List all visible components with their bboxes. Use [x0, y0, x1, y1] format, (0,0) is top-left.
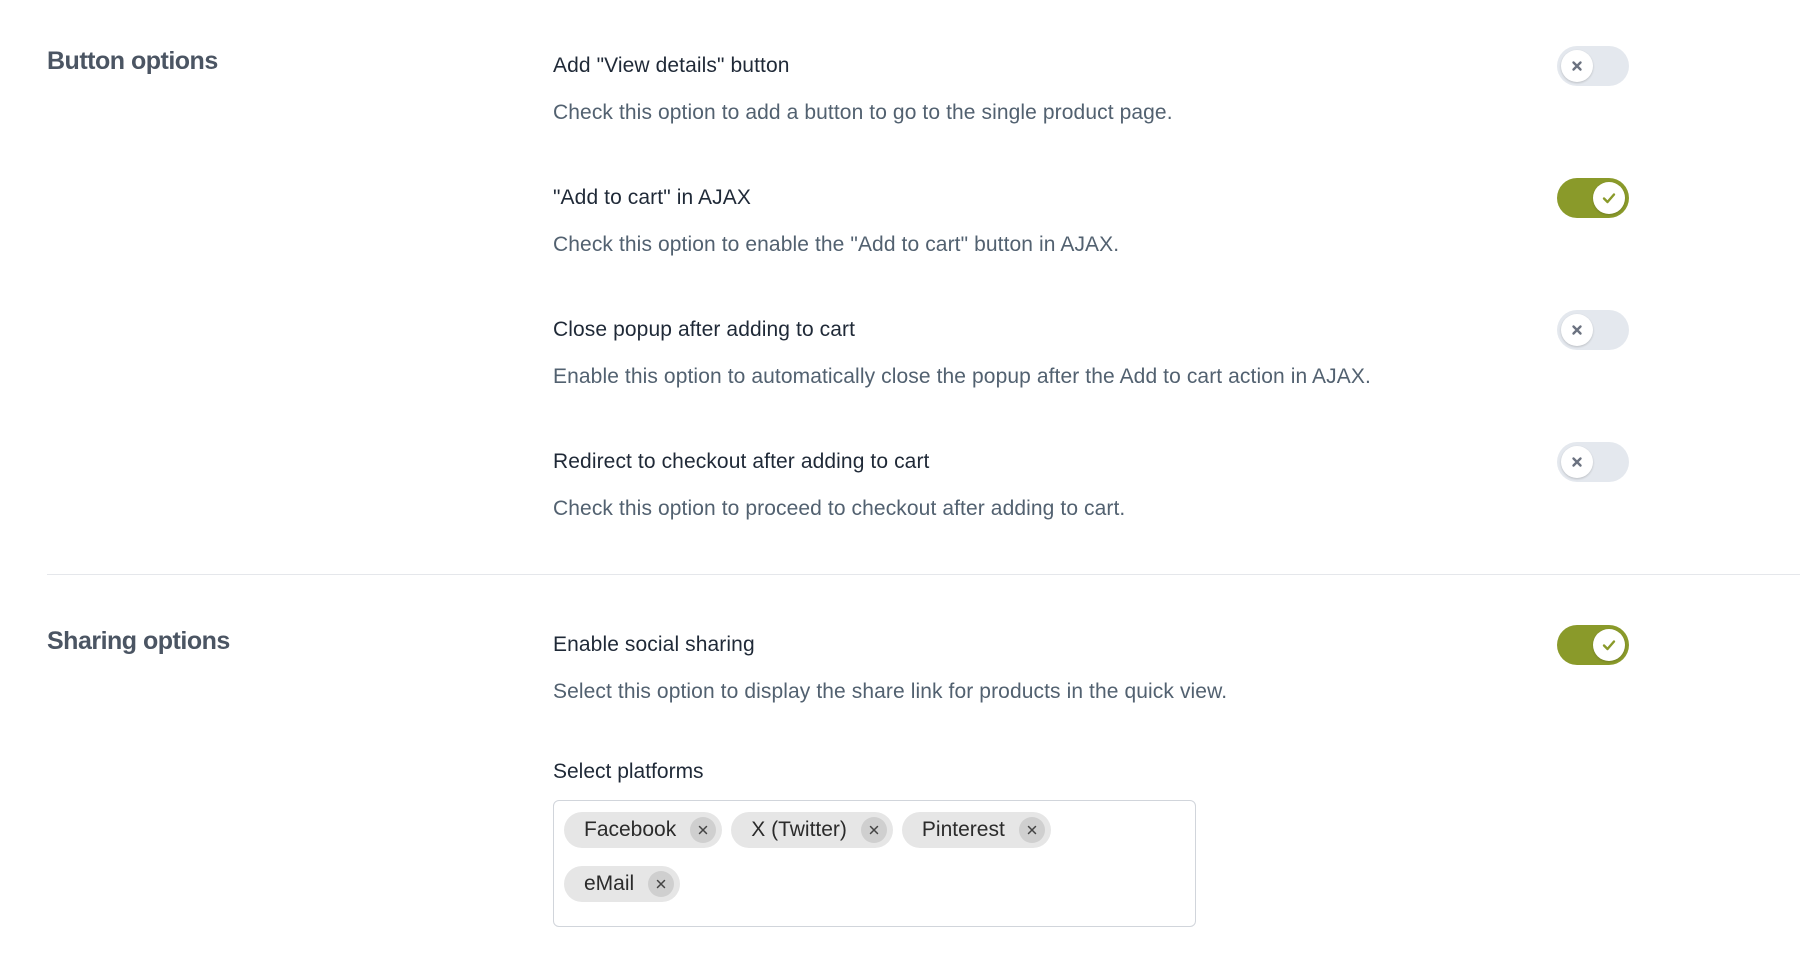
close-icon [1026, 824, 1038, 836]
select-platforms-label: Select platforms [553, 760, 704, 783]
platform-tag-x-twitter [731, 812, 893, 848]
option-view-details [553, 53, 1633, 126]
option-description: Enable this option to automatically close the popup after the Add to cart action in AJAX. [553, 365, 1371, 388]
option-label: Enable social sharing [553, 633, 755, 656]
option-description: Select this option to display the share link for products in the quick view. [553, 680, 1228, 703]
toggle-ajax-add-to-cart[interactable] [1557, 178, 1629, 218]
section-divider [47, 574, 1800, 575]
option-label: "Add to cart" in AJAX [553, 186, 751, 209]
platforms-multiselect[interactable] [553, 800, 1196, 927]
toggle-close-popup[interactable] [1557, 310, 1629, 350]
check-icon [1601, 190, 1617, 206]
section-title-button-options: Button options [47, 47, 218, 75]
x-icon [1569, 58, 1585, 74]
close-icon[interactable] [1019, 817, 1045, 843]
platform-tag-facebook [564, 812, 722, 848]
option-label: Close popup after adding to cart [553, 318, 856, 341]
toggle-knob [1593, 629, 1625, 661]
section-title-sharing-options: Sharing options [47, 627, 230, 655]
tag-label: Pinterest [921, 818, 1005, 841]
toggle-view-details[interactable] [1557, 46, 1629, 86]
option-label: Add "View details" button [553, 54, 790, 77]
tag-label: X (Twitter) [751, 818, 847, 841]
option-redirect-checkout [553, 449, 1633, 522]
platform-tag-email [564, 866, 680, 902]
option-close-popup [553, 317, 1633, 390]
option-ajax-add-to-cart [553, 185, 1633, 258]
close-icon [655, 878, 667, 890]
x-icon [1569, 322, 1585, 338]
platform-tag-pinterest [902, 812, 1051, 848]
toggle-redirect-checkout[interactable] [1557, 442, 1629, 482]
toggle-knob [1561, 446, 1593, 478]
tag-label: Facebook [584, 818, 677, 841]
x-icon [1569, 454, 1585, 470]
close-icon[interactable] [690, 817, 716, 843]
option-description: Check this option to add a button to go to the single product page. [553, 101, 1173, 124]
option-description: Check this option to proceed to checkout after adding to cart. [553, 497, 1126, 520]
option-description: Check this option to enable the "Add to cart" button in AJAX. [553, 233, 1120, 256]
toggle-knob [1561, 50, 1593, 82]
tag-label: eMail [584, 872, 635, 895]
toggle-knob [1561, 314, 1593, 346]
close-icon[interactable] [861, 817, 887, 843]
toggle-knob [1593, 182, 1625, 214]
check-icon [1601, 637, 1617, 653]
toggle-social-sharing[interactable] [1557, 625, 1629, 665]
close-icon[interactable] [648, 871, 674, 897]
option-label: Redirect to checkout after adding to cart [553, 450, 930, 473]
close-icon [868, 824, 880, 836]
close-icon [697, 824, 709, 836]
option-social-sharing [553, 632, 1633, 705]
